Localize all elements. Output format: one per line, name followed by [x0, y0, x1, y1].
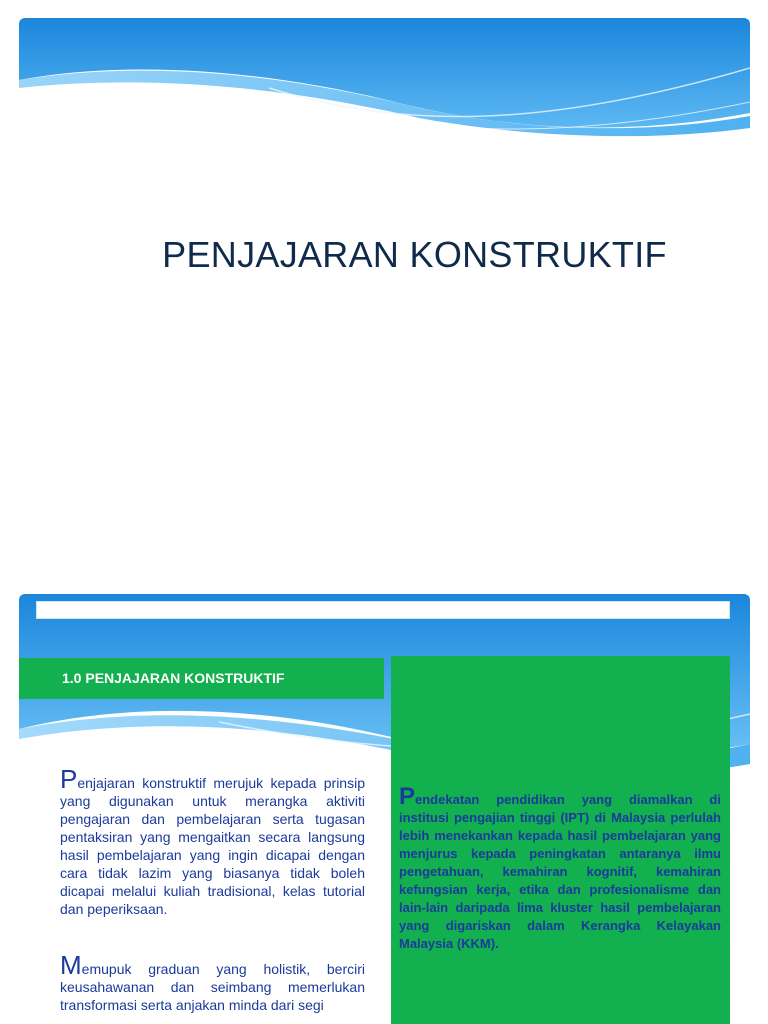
paragraph-memupuk — [60, 950, 365, 1014]
drop-cap: P — [60, 764, 78, 794]
content-slide — [19, 594, 750, 1024]
slide-top-bar — [36, 601, 730, 619]
highlight-box — [391, 656, 730, 1024]
wave-header-decoration — [19, 18, 750, 148]
drop-cap: M — [60, 950, 82, 980]
section-heading: 1.0 PENJAJARAN KONSTRUKTIF — [19, 658, 384, 699]
slide-title: PENJAJARAN KONSTRUKTIF — [162, 234, 667, 275]
paragraph-penjajaran — [60, 764, 365, 918]
paragraph-text: emupuk graduan yang holistik, berciri keusahawanan dan seimbang memerlukan transformasi serta anjakan minda dari segi — [60, 961, 365, 1013]
highlight-paragraph: endekatan pendidikan yang diamalkan di institusi pengajian tinggi (IPT) di Malaysia perlulah lebih menekankan kepada hasil pembelajaran yang menjurus kepada peningkatan antaranya ilmu pengetahuan, kemahiran kognitif, kemahiran kefungsian kerja, etika dan profesionalisme dan lain-lain daripada lima kluster hasil pembelajaran yang digariskan dalam Kerangka Kelayakan Malaysia (KKM). — [399, 792, 721, 951]
paragraph-text: enjajaran konstruktif merujuk kepada prinsip yang digunakan untuk merangka aktiviti pengajaran dan pembelajaran serta tugasan pentaksiran yang mengaitkan secara langsung hasil pembelajaran yang ingin dicapai dengan cara tidak lazim yang biasanya tidak boleh dicapai melalui kuliah tradisional, kelas tutorial dan peperiksaan. — [60, 775, 365, 917]
title-slide — [19, 18, 750, 578]
drop-cap: P — [399, 783, 416, 810]
highlight-text — [399, 783, 721, 953]
